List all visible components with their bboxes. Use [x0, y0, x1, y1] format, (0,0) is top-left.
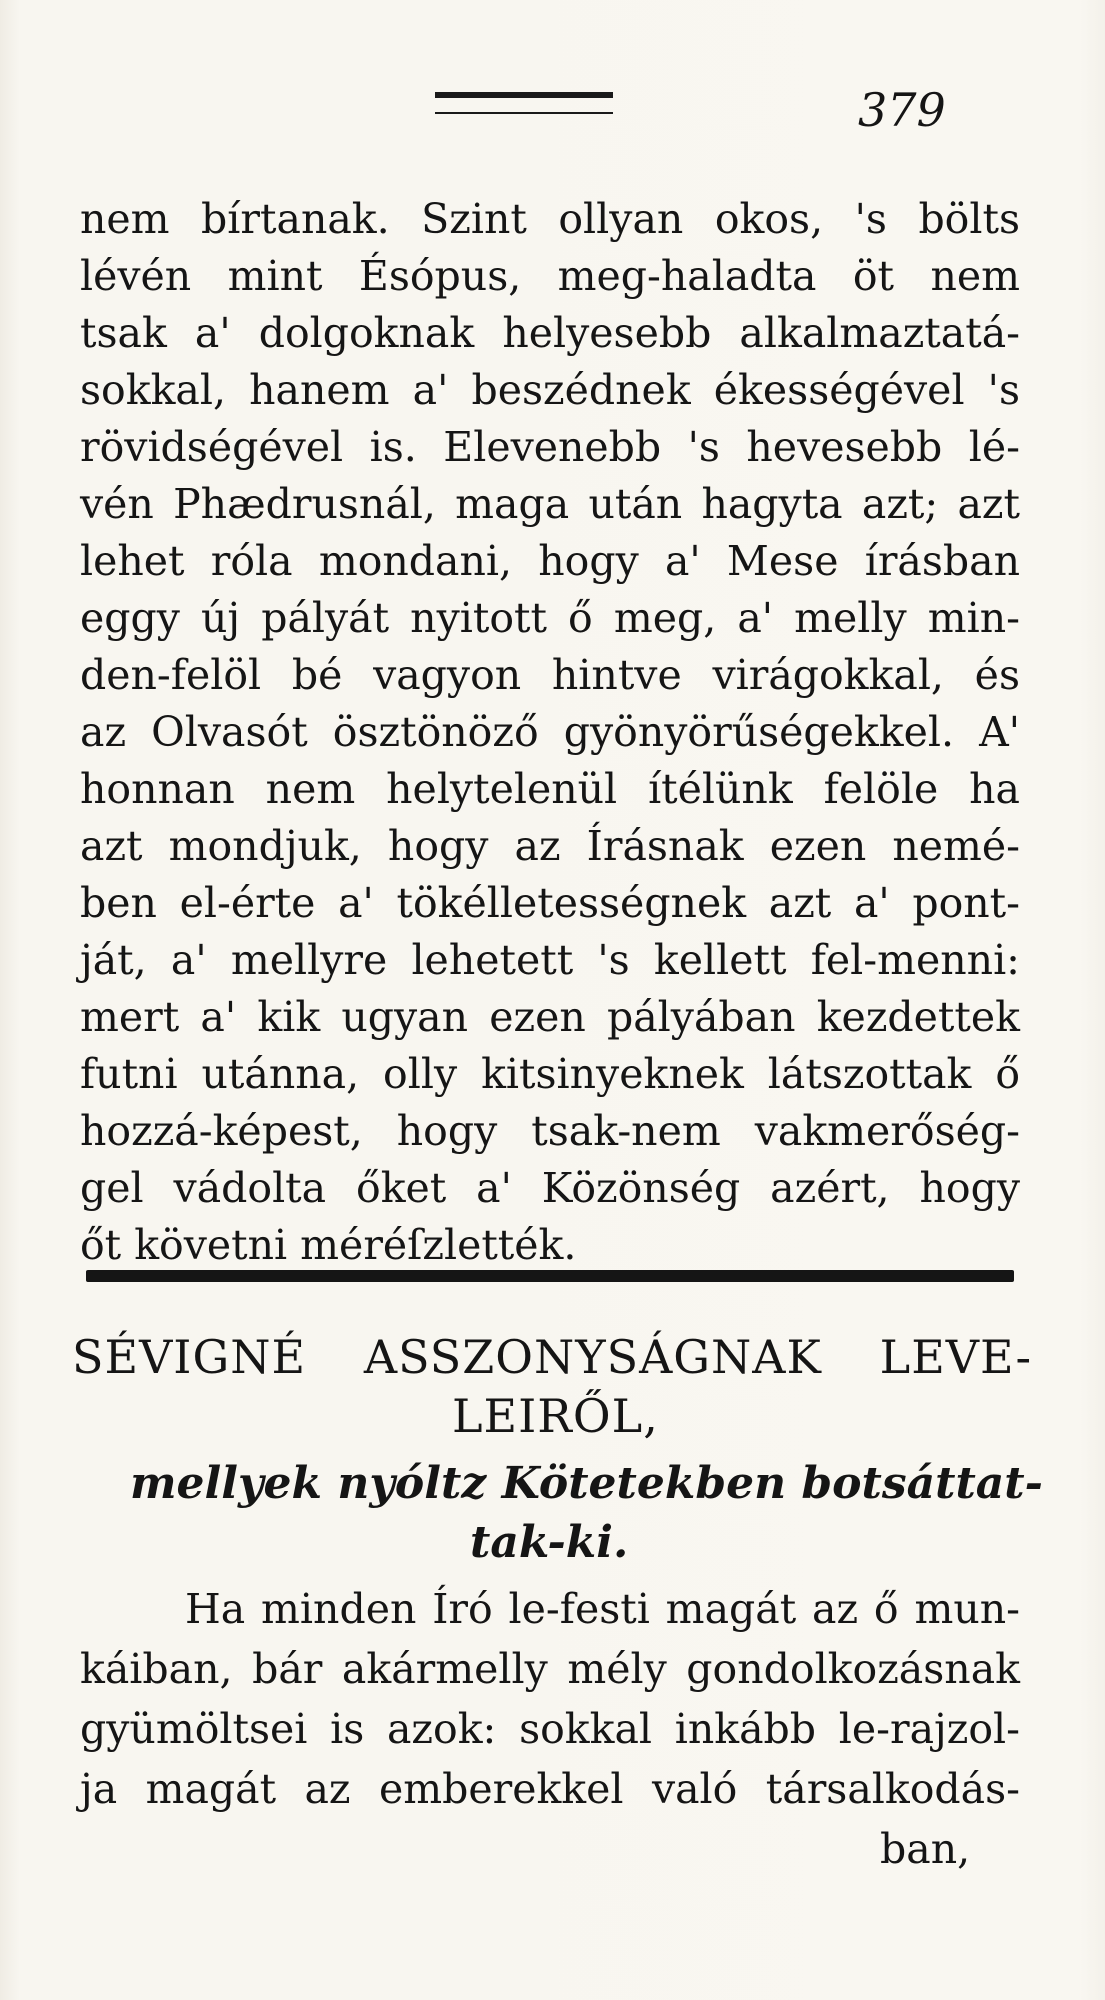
text-line: rövidségével is. Elevenebb 's hevesebb lé-	[80, 423, 1020, 471]
text-line: ben el-érte a' tökélletességnek azt a' pont-	[80, 879, 1020, 927]
section-subtitle-line-1: mellyek nyóltz Kötetekben botsáttat-	[130, 1458, 1043, 1509]
text-line: nem bírtanak. Szint ollyan okos, 's bölts	[80, 195, 1020, 243]
section-title-line-2: LEIRŐL,	[452, 1389, 659, 1443]
header-rule-thin	[435, 112, 613, 114]
text-line: az Olvasót ösztönöző gyönyörűségekkel. A'	[80, 708, 1020, 756]
section-subtitle-line-2: tak-ki.	[470, 1517, 629, 1568]
text-line: lévén mint Ésópus, meg-haladta öt nem	[80, 252, 1020, 300]
text-line: Ha minden Író le-festi magát az ő mun-	[185, 1585, 1020, 1633]
text-line: hozzá-képest, hogy tsak-nem vakmerőség-	[80, 1107, 1020, 1155]
text-line: futni utánna, olly kitsinyeknek látszottak ő	[80, 1050, 1020, 1098]
text-line: ját, a' mellyre lehetett 's kellett fel-menni:	[80, 936, 1020, 984]
text-line: ja magát az emberekkel való társalkodás-	[80, 1765, 1020, 1813]
header-rule	[435, 92, 613, 98]
text-line: eggy új pályát nyitott ő meg, a' melly min-	[80, 594, 1020, 642]
text-line: gyümöltsei is azok: sokkal inkább le-rajzol-	[80, 1705, 1020, 1753]
catchword: ban,	[880, 1825, 971, 1873]
text-line: káiban, bár akármelly mély gondolkozásnak	[80, 1645, 1020, 1693]
text-line: sokkal, hanem a' beszédnek ékességével 's	[80, 366, 1020, 414]
text-line: lehet róla mondani, hogy a' Mese írásban	[80, 537, 1020, 585]
text-line: vén Phædrusnál, maga után hagyta azt; azt	[80, 480, 1020, 528]
section-divider	[86, 1270, 1014, 1282]
text-line: den-felöl bé vagyon hintve virágokkal, és	[80, 651, 1020, 699]
page-number: 379	[858, 83, 946, 137]
text-line: őt követni méréſzlették.	[80, 1221, 577, 1269]
text-line: gel vádolta őket a' Közönség azért, hogy	[80, 1164, 1020, 1212]
section-title-line-1: SÉVIGNÉ ASSZONYSÁGNAK LEVE-	[72, 1330, 1032, 1384]
text-line: honnan nem helytelenül ítélünk felöle ha	[80, 765, 1020, 813]
text-line: mert a' kik ugyan ezen pályában kezdettek	[80, 993, 1020, 1041]
text-line: tsak a' dolgoknak helyesebb alkalmaztatá-	[80, 309, 1020, 357]
text-line: azt mondjuk, hogy az Írásnak ezen nemé-	[80, 822, 1020, 870]
